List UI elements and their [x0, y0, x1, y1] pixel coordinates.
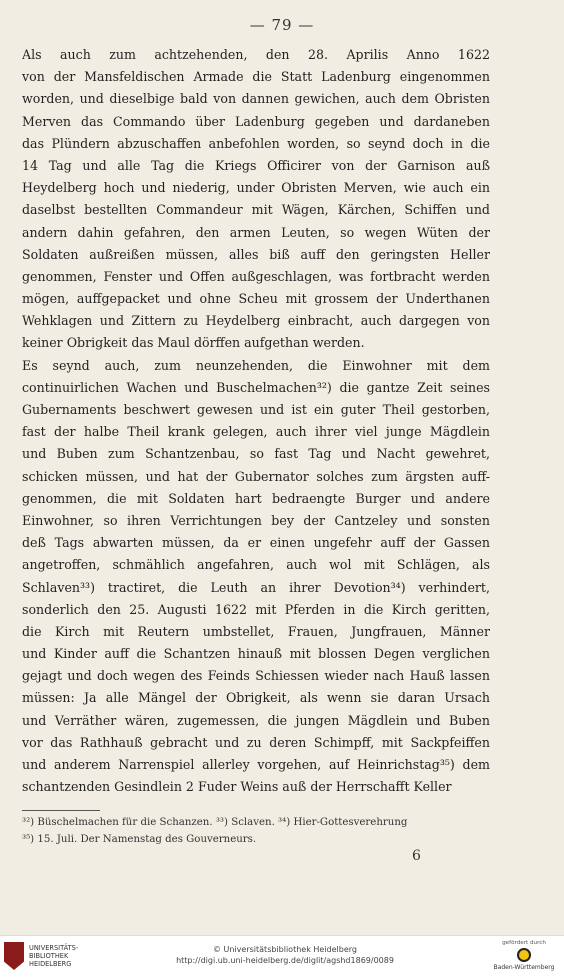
ub-logo-text — [29, 944, 78, 968]
text-line: Soldaten außreißen müssen, alles biß auff den geringsten Heller — [22, 246, 490, 262]
footnote-line: ³²) Büschelmachen für die Schanzen. ³³) Sclaven. ³⁴) Hier-Gottesverehrung — [22, 817, 408, 828]
text-line: worden, und dieselbige bald von dannen gewichen, auch dem Obristen — [22, 91, 490, 107]
page-number: — 79 — — [249, 16, 315, 34]
footnotes — [22, 814, 490, 848]
ub-heidelberg-logo[interactable] — [4, 942, 78, 970]
text-line: vor das Rathhauß gebracht und zu deren Schimpff, mit Sackpfeiffen — [22, 734, 490, 750]
ub-logo-line: UNIVERSITÄTS- — [29, 944, 79, 952]
text-line: das Plündern abzuschaffen anbefohlen worden, so seynd doch in die — [22, 135, 490, 151]
ub-logo-line: HEIDELBERG — [29, 960, 72, 968]
text-line: und Verräther wären, zugemessen, die jungen Mägdlein und Buben — [22, 712, 490, 728]
footnote-line: ³⁵) 15. Juli. Der Namenstag des Gouverneurs. — [22, 834, 257, 845]
text-line: andern dahin gefahren, den armen Leuten, so wegen Wüten der — [22, 224, 490, 240]
text-line: und anderem Narrenspiel allerley vorgehen, auf Heinrichstag³⁵) dem — [22, 757, 490, 772]
text-line: 14 Tag und alle Tag die Kriegs Officirer von der Garnison auß — [22, 157, 490, 173]
text-line: continuirlichen Wachen und Buschelmachen³²) die gantze Zeit seines — [22, 379, 490, 395]
text-line: genommen, die mit Soldaten hart bedraengte Burger und andere — [22, 490, 490, 506]
funder-name: Baden-Württemberg — [493, 964, 555, 971]
text-line: gejagt und doch wegen des Feinds Schiessen wieder nach Hauß lassen — [22, 668, 490, 684]
text-line: Merven das Commando über Ladenburg gegeben und dardaneben — [22, 113, 490, 129]
funder-logo[interactable] — [492, 940, 556, 971]
text-line: schantzenden Gesindlein 2 Fuder Weins auß der Herrschafft Keller — [22, 779, 452, 795]
text-line: Einwohner, so ihren Verrichtungen bey der Cantzeley und sonsten — [22, 512, 490, 528]
text-line: Als auch zum achtzehenden, den 28. Aprilis Anno 1622 — [22, 47, 490, 62]
ub-logo-line: BIBLIOTHEK — [29, 952, 69, 960]
text-line: Wehklagen und Zittern zu Heydelberg einbracht, auch dargegen von — [22, 313, 490, 329]
text-line: mögen, auffgepacket und ohne Scheu mit grossem der Underthanen — [22, 291, 490, 307]
funded-by-label: gefördert durch — [502, 940, 546, 946]
text-line: genommen, Fenster und Offen außgeschlagen, was fortbracht werden — [22, 268, 490, 284]
footnote-rule — [22, 810, 100, 811]
text-line: fast der halbe Theil krank gelegen, auch ihrer viel junge Mägdlein — [22, 424, 490, 440]
text-line: schicken müssen, und hat der Gubernator solches zum ärgsten auff- — [22, 468, 490, 484]
library-footer — [0, 935, 564, 978]
signature-mark: 6 — [412, 848, 421, 864]
text-line: Gubernaments beschwert gewesen und ist ein guter Theil gestorben, — [22, 402, 490, 417]
ub-shield-icon — [4, 942, 24, 970]
text-line: deß Tags abwarten müssen, da er einen ungefehr auff der Gassen — [22, 535, 490, 551]
text-line: müssen: Ja alle Mängel der Obrigkeit, als wenn sie daran Ursach — [22, 690, 490, 706]
text-line: und Kinder auff die Schantzen hinauß mit blossen Degen verglichen — [22, 646, 490, 662]
body-text — [22, 44, 490, 798]
text-line: keiner Obrigkeit das Maul dörffen aufgethan werden. — [22, 335, 365, 351]
copyright-text: © Universitätsbibliothek Heidelberg — [212, 945, 357, 954]
text-line: und Buben zum Schantzenbau, so fast Tag und Nacht gewehret, — [22, 446, 490, 462]
text-line: sonderlich den 25. Augusti 1622 mit Pferden in die Kirch geritten, — [22, 601, 490, 617]
footer-center — [150, 944, 420, 966]
text-line: Schlaven³³) tractiret, die Leuth an ihrer Devotion³⁴) verhindert, — [22, 579, 490, 595]
bw-emblem-icon — [517, 948, 531, 962]
text-line: von der Mansfeldischen Armade die Statt Ladenburg eingenommen — [22, 69, 490, 85]
text-line: die Kirch mit Reutern umbstellet, Frauen, Jungfrauen, Männer — [22, 623, 490, 639]
text-line: Heydelberg hoch und niederig, under Obristen Merven, wie auch ein — [22, 180, 490, 196]
text-line: daselbst bestellten Commandeur mit Wägen, Kärchen, Schiffen und — [22, 202, 490, 218]
permalink[interactable]: http://digi.ub.uni-heidelberg.de/diglit/agshd1869/0089 — [176, 956, 394, 965]
text-line: Es seynd auch, zum neunzehenden, die Einwohner mit dem — [22, 357, 490, 373]
text-line: angetroffen, schmählich angefahren, auch wol mit Schlägen, als — [22, 557, 490, 573]
